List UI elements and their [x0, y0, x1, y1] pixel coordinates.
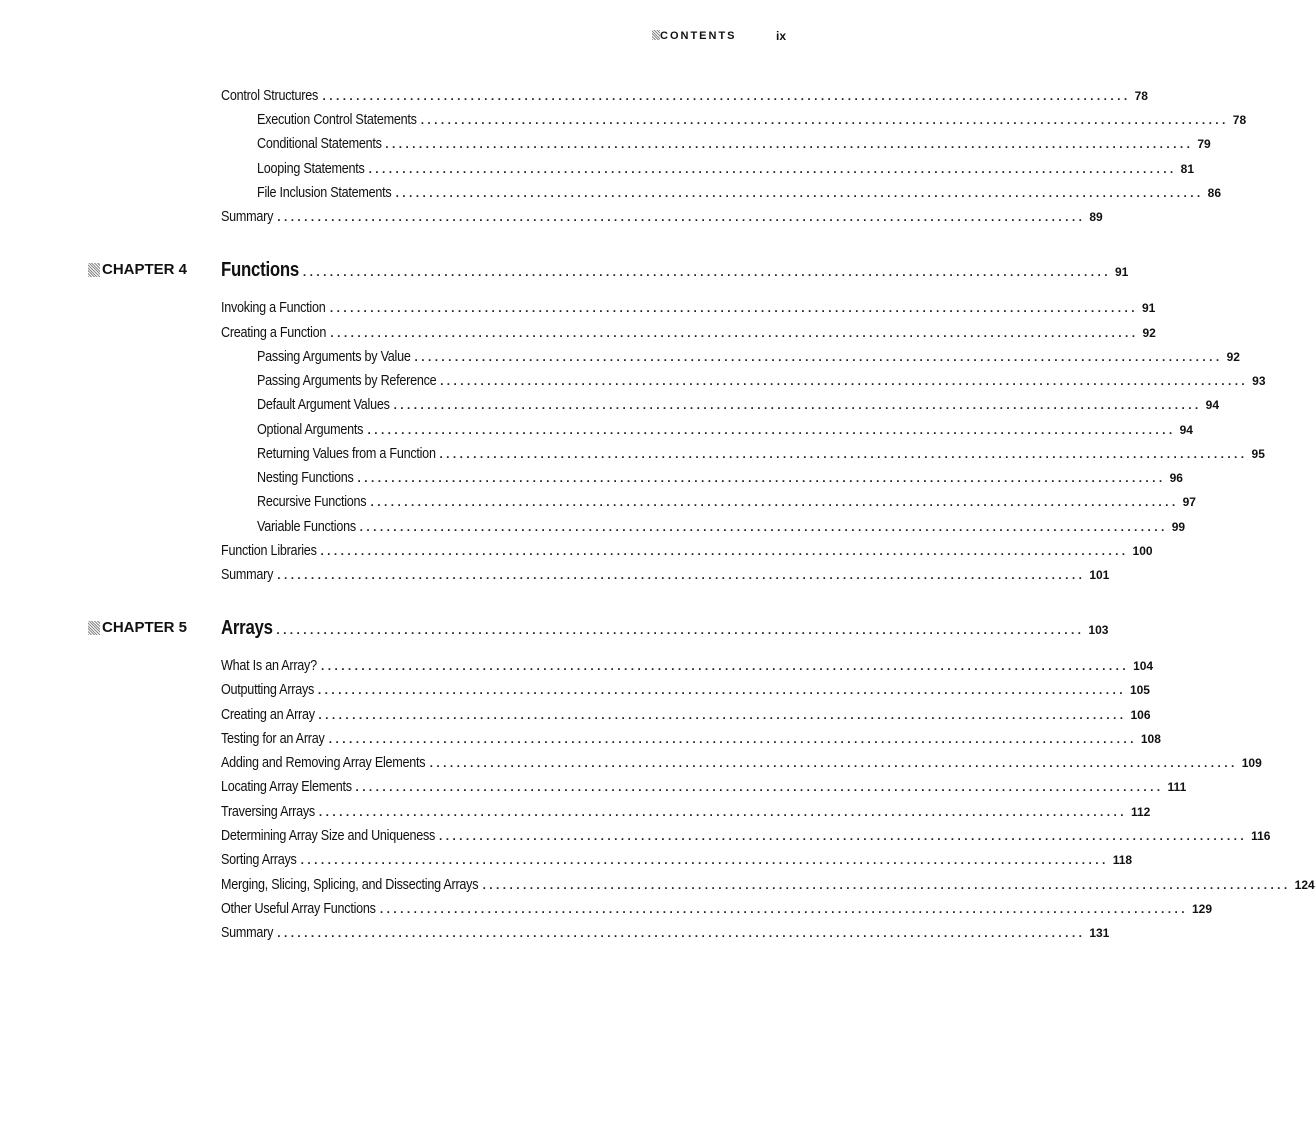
chapter-ornament: [88, 263, 100, 277]
toc-entry-title: Execution Control Statements: [257, 111, 417, 128]
toc-entry-title: Determining Array Size and Uniqueness: [221, 827, 436, 844]
toc-entry-title: Invoking a Function: [221, 299, 326, 316]
toc-entry-title: Passing Arguments by Value: [257, 348, 411, 365]
toc-entry[interactable]: [221, 826, 1271, 846]
toc-entry-page: 94: [1205, 398, 1220, 412]
toc-subentry[interactable]: [257, 159, 1195, 179]
dot-leader: ........................................................................................................................: [439, 447, 1248, 461]
dot-leader: ........................................................................................................................: [321, 659, 1130, 673]
toc-entry[interactable]: [221, 729, 1161, 749]
chapter-ornament: [88, 621, 100, 635]
toc-entry[interactable]: [221, 323, 1156, 343]
dot-leader: ........................................................................................................................: [367, 423, 1176, 437]
toc-entry-title: Nesting Functions: [257, 469, 354, 486]
toc-entry[interactable]: [221, 86, 1148, 106]
toc-entry-page: 129: [1191, 902, 1213, 916]
toc-subentry[interactable]: [257, 134, 1211, 154]
chapter-title: Functions: [221, 259, 300, 281]
toc-entry[interactable]: [221, 899, 1213, 919]
toc-entry[interactable]: [221, 705, 1151, 725]
toc-entry-title: Default Argument Values: [257, 396, 390, 413]
toc-entry-title: Returning Values from a Function: [257, 445, 436, 462]
running-header: [0, 29, 816, 43]
dot-leader: ........................................................................................................................: [429, 756, 1238, 770]
dot-leader: ........................................................................................................................: [318, 708, 1127, 722]
toc-entry-title: Optional Arguments: [257, 421, 364, 438]
toc-entry-title: Adding and Removing Array Elements: [221, 754, 426, 771]
toc-subentry[interactable]: [257, 371, 1266, 391]
dot-leader: ........................................................................................................................: [302, 265, 1111, 279]
toc-entry-title: Merging, Slicing, Splicing, and Dissecting Arrays: [221, 876, 479, 893]
toc-entry[interactable]: [221, 923, 1110, 943]
toc-entry[interactable]: [221, 207, 1103, 227]
toc-entry-page: 124: [1294, 878, 1315, 892]
toc-entry-title: File Inclusion Statements: [257, 184, 392, 201]
chapter-label: [88, 618, 187, 638]
dot-leader: ........................................................................................................................: [328, 732, 1137, 746]
toc-entry-page: 81: [1180, 162, 1195, 176]
toc-entry-title: Variable Functions: [257, 518, 356, 535]
toc-entry-title: Traversing Arrays: [221, 803, 315, 820]
toc-entry[interactable]: [221, 802, 1151, 822]
toc-entry-page: 112: [1130, 805, 1151, 819]
toc-entry-title: Outputting Arrays: [221, 681, 315, 698]
dot-leader: ........................................................................................................................: [359, 520, 1168, 534]
toc-entry-page: 109: [1241, 756, 1262, 770]
dot-leader: ........................................................................................................................: [395, 186, 1204, 200]
toc-entry-title: What Is an Array?: [221, 657, 317, 674]
dot-leader: ........................................................................................................................: [355, 780, 1164, 794]
toc-entry[interactable]: [221, 680, 1150, 700]
toc-entry[interactable]: [221, 850, 1133, 870]
toc-entry-page: 96: [1169, 471, 1183, 485]
toc-entry[interactable]: [221, 298, 1156, 318]
toc-entry-page: 86: [1207, 186, 1222, 200]
toc-entry-title: Summary: [221, 566, 274, 583]
dot-leader: ........................................................................................................................: [379, 902, 1188, 916]
toc-subentry[interactable]: [257, 347, 1240, 367]
chapter-label: [88, 260, 187, 280]
dot-leader: ........................................................................................................................: [385, 137, 1194, 151]
dot-leader: ........................................................................................................................: [420, 113, 1229, 127]
toc-entry-page: 100: [1132, 544, 1153, 558]
dot-leader: ........................................................................................................................: [320, 544, 1129, 558]
toc-subentry[interactable]: [257, 420, 1193, 440]
toc-entry-page: 116: [1251, 829, 1271, 843]
header-title: CONTENTS: [660, 30, 737, 42]
toc-entry[interactable]: [221, 656, 1154, 676]
dot-leader: ........................................................................................................................: [300, 853, 1109, 867]
dot-leader: ........................................................................................................................: [322, 89, 1131, 103]
toc-entry-page: 105: [1129, 683, 1150, 697]
toc-entry-title: Conditional Statements: [257, 135, 382, 152]
dot-leader: ........................................................................................................................: [277, 210, 1086, 224]
toc-entry-page: 101: [1089, 568, 1110, 582]
toc-entry-page: 78: [1134, 89, 1148, 103]
toc-entry-title: Summary: [221, 208, 274, 225]
chapter-page: 91: [1114, 265, 1129, 279]
dot-leader: ........................................................................................................................: [357, 471, 1166, 485]
toc-entry-page: 92: [1142, 326, 1156, 340]
toc-entry-page: 99: [1171, 520, 1186, 534]
toc-entry-page: 78: [1232, 113, 1247, 127]
toc-entry-title: Recursive Functions: [257, 493, 367, 510]
header-page-number: ix: [775, 29, 786, 43]
toc-entry-page: 131: [1089, 926, 1110, 940]
toc-entry-page: 108: [1140, 732, 1161, 746]
header-ornament: [652, 30, 660, 40]
toc-entry[interactable]: [221, 875, 1315, 895]
toc-entry-page: 91: [1141, 301, 1156, 315]
toc-subentry[interactable]: [257, 492, 1196, 512]
toc-entry[interactable]: [221, 777, 1187, 797]
chapter-title: Arrays: [221, 617, 273, 639]
chapter-number: CHAPTER 4: [102, 261, 188, 278]
toc-entry-page: 79: [1197, 137, 1211, 151]
dot-leader: ........................................................................................................................: [277, 568, 1086, 582]
toc-entry-title: Testing for an Array: [221, 730, 325, 747]
toc-subentry[interactable]: [257, 110, 1247, 130]
toc-subentry[interactable]: [257, 395, 1220, 415]
toc-entry-page: 97: [1182, 495, 1196, 509]
dot-leader: ........................................................................................................................: [482, 878, 1291, 892]
dot-leader: ........................................................................................................................: [440, 374, 1249, 388]
toc-entry-page: 111: [1167, 780, 1187, 794]
toc-entry-page: 104: [1133, 659, 1154, 673]
toc-entry-title: Control Structures: [221, 87, 319, 104]
dot-leader: ........................................................................................................................: [276, 623, 1085, 637]
chapter-heading[interactable]: [221, 257, 1129, 283]
toc-entry-page: 95: [1251, 447, 1265, 461]
dot-leader: ........................................................................................................................: [368, 162, 1177, 176]
dot-leader: ........................................................................................................................: [317, 683, 1126, 697]
toc-subentry[interactable]: [257, 468, 1183, 488]
toc-entry-title: Looping Statements: [257, 160, 365, 177]
chapter-page: 103: [1088, 623, 1109, 637]
toc-entry-title: Creating a Function: [221, 324, 327, 341]
toc-entry-title: Function Libraries: [221, 542, 317, 559]
toc-entry-title: Summary: [221, 924, 274, 941]
toc-entry-page: 89: [1089, 210, 1103, 224]
toc-entry-title: Other Useful Array Functions: [221, 900, 376, 917]
toc-entry-page: 106: [1130, 708, 1151, 722]
toc-entry[interactable]: [221, 753, 1262, 773]
toc-entry[interactable]: [221, 541, 1153, 561]
toc-entry-title: Creating an Array: [221, 706, 315, 723]
dot-leader: ........................................................................................................................: [277, 926, 1086, 940]
toc-subentry[interactable]: [257, 444, 1265, 464]
toc-entry[interactable]: [221, 565, 1110, 585]
dot-leader: ........................................................................................................................: [438, 829, 1248, 843]
toc-entry-page: 94: [1179, 423, 1193, 437]
dot-leader: ........................................................................................................................: [318, 805, 1127, 819]
toc-entry-title: Passing Arguments by Reference: [257, 372, 437, 389]
toc-entry-title: Locating Array Elements: [221, 778, 352, 795]
dot-leader: ........................................................................................................................: [414, 350, 1223, 364]
dot-leader: ........................................................................................................................: [330, 326, 1139, 340]
toc-subentry[interactable]: [257, 183, 1222, 203]
dot-leader: ........................................................................................................................: [329, 301, 1138, 315]
dot-leader: ........................................................................................................................: [370, 495, 1179, 509]
chapter-number: CHAPTER 5: [102, 619, 188, 636]
toc-entry-page: 93: [1252, 374, 1266, 388]
toc-entry-page: 118: [1112, 853, 1133, 867]
toc-entry-title: Sorting Arrays: [221, 851, 297, 868]
dot-leader: ........................................................................................................................: [393, 398, 1202, 412]
toc-entry-page: 92: [1226, 350, 1240, 364]
toc-subentry[interactable]: [257, 517, 1186, 537]
chapter-heading[interactable]: [221, 615, 1109, 641]
